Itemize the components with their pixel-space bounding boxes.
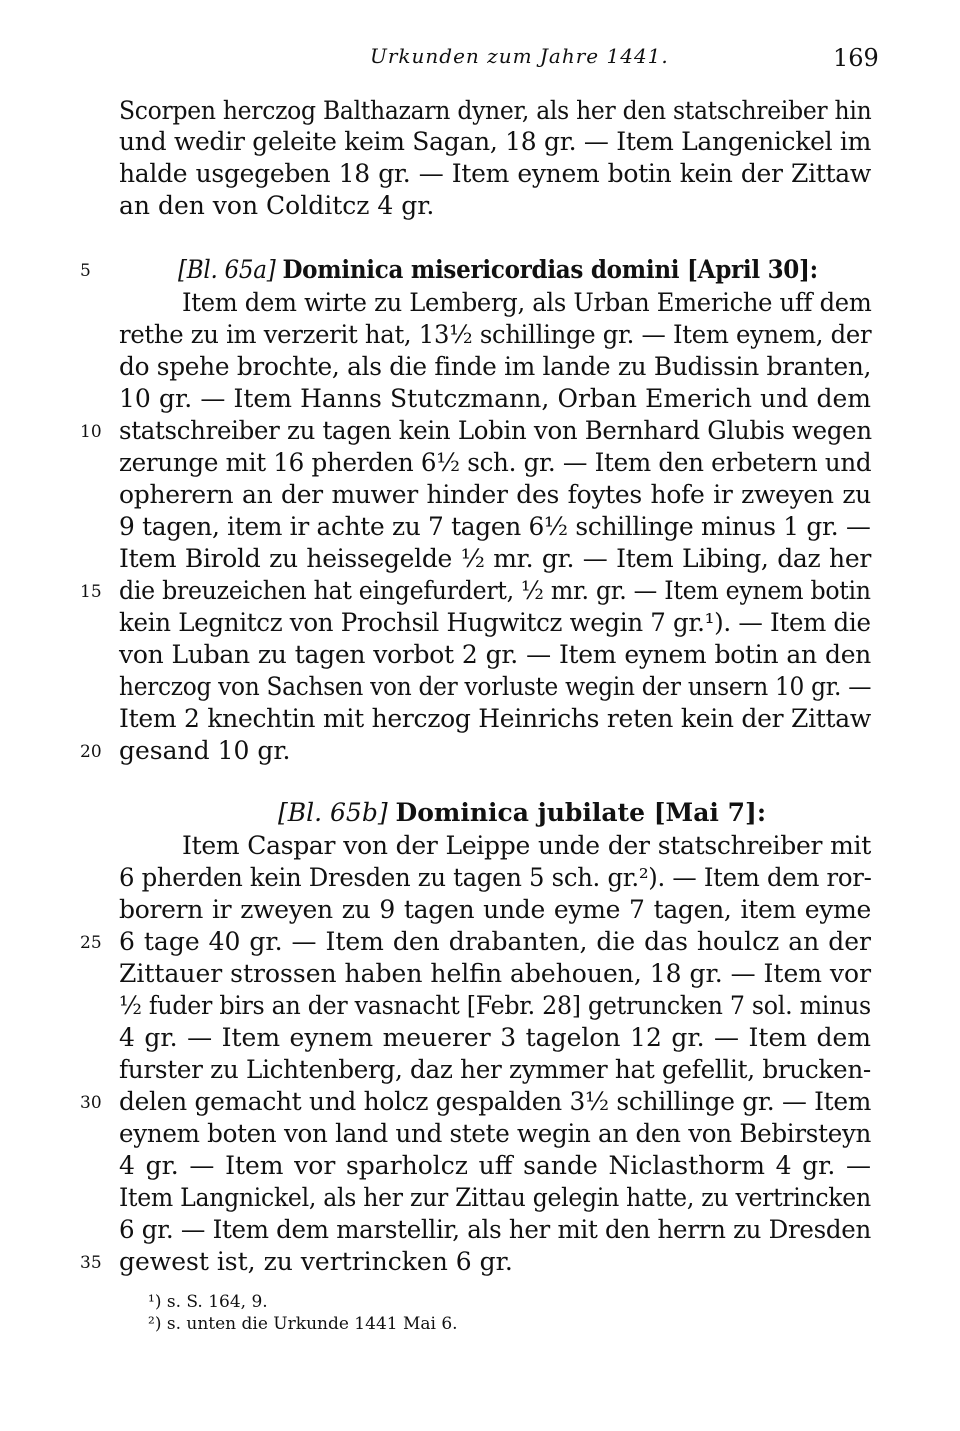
text-line: 6 tage 40 gr. — Item den drabanten, die das houlcz an der [119,927,871,956]
section-title: Dominica misericordias domini [April 30]: [282,255,818,284]
text-line: 6 gr. — Item dem marstellir, als her mit den herrn zu Dresden [119,1215,871,1244]
section-heading [178,254,818,285]
section-heading [278,797,798,828]
text-line: 9 tagen, item ir achte zu 7 tagen 6½ schillinge minus 1 gr. — [119,512,871,541]
line-number: 15 [80,582,102,602]
text-line: an den von Colditcz 4 gr. [119,191,435,220]
text-line: 10 gr. — Item Hanns Stutczmann, Orban Emerich und dem [119,384,871,413]
text-line: Scorpen herczog Balthazarn dyner, als her den statschreiber hin [119,96,872,125]
text-line: borern ir zweyen zu 9 tagen unde eyme 7 tagen, item eyme [119,895,871,924]
text-line: Item Caspar von der Leippe unde der statschreiber mit [182,831,871,860]
line-number: 20 [80,742,102,762]
text-line: delen gemacht und holcz gespalden 3½ schillinge gr. — Item [119,1087,872,1116]
text-line: von Luban zu tagen vorbot 2 gr. — Item eynem botin an den [119,640,871,669]
section-title: Dominica jubilate [Mai 7]: [395,798,767,827]
text-line: Item Langnickel, als her zur Zittau gelegin hatte, zu vertrincken [119,1183,871,1212]
text-line: opherern an der muwer hinder des foytes hofe ir zweyen zu [119,480,871,509]
text-line: und wedir geleite keim Sagan, 18 gr. — Item Langenickel im [119,127,872,156]
text-line: Item dem wirte zu Lemberg, als Urban Emeriche uff dem [182,288,872,317]
footnote: ²) s. unten die Urkunde 1441 Mai 6. [148,1314,458,1334]
text-line: die breuzeichen hat eingefurdert, ½ mr. gr. — Item eynem botin [119,576,871,605]
sheet-reference: [Bl. 65b] [278,798,388,827]
text-line: eynem boten von land und stete wegin an den von Bebirsteyn [119,1119,872,1148]
text-line: rethe zu im verzerit hat, 13½ schillinge gr. — Item eynem, der [119,320,872,349]
text-line: herczog von Sachsen von der vorluste wegin der unsern 10 gr. — [119,672,872,701]
text-line: Item 2 knechtin mit herczog Heinrichs reten kein der Zittaw [119,704,871,733]
text-line: gewest ist, zu vertrincken 6 gr. [119,1247,513,1276]
text-line: furster zu Lichtenberg, daz her zymmer hat gefellit, brucken- [119,1055,871,1084]
line-number: 30 [80,1093,102,1113]
line-number: 5 [80,261,91,281]
text-line: Item Birold zu heissegelde ½ mr. gr. — Item Libing, daz her [119,544,871,573]
text-line: do spehe brochte, als die finde im lande zu Budissin branten, [119,352,872,381]
text-line: ½ fuder birs an der vasnacht [Febr. 28] getruncken 7 sol. minus [119,991,871,1020]
page-number: 169 [833,44,879,72]
text-line: 6 pherden kein Dresden zu tagen 5 sch. gr.²). — Item dem ror- [119,863,872,892]
text-line: halde usgegeben 18 gr. — Item eynem botin kein der Zittaw [119,159,871,188]
text-line: 4 gr. — Item eynem meuerer 3 tagelon 12 gr. — Item dem [119,1023,871,1052]
text-line: kein Legnitcz von Prochsil Hugwitcz wegin 7 gr.¹). — Item die [119,608,871,637]
text-line: Zittauer strossen haben helfin abehouen, 18 gr. — Item vor [119,959,872,988]
running-title: Urkunden zum Jahre 1441. [370,44,669,68]
line-number: 10 [80,422,102,442]
text-line: 4 gr. — Item vor sparholcz uff sande Niclasthorm 4 gr. — [119,1151,871,1180]
sheet-reference: [Bl. 65a] [178,255,276,284]
line-number: 25 [80,933,102,953]
text-line: statschreiber zu tagen kein Lobin von Bernhard Glubis wegen [119,416,872,445]
text-line: gesand 10 gr. [119,736,291,765]
footnote: ¹) s. S. 164, 9. [148,1292,268,1312]
text-line: zerunge mit 16 pherden 6½ sch. gr. — Item den erbetern und [119,448,872,477]
line-number: 35 [80,1253,102,1273]
